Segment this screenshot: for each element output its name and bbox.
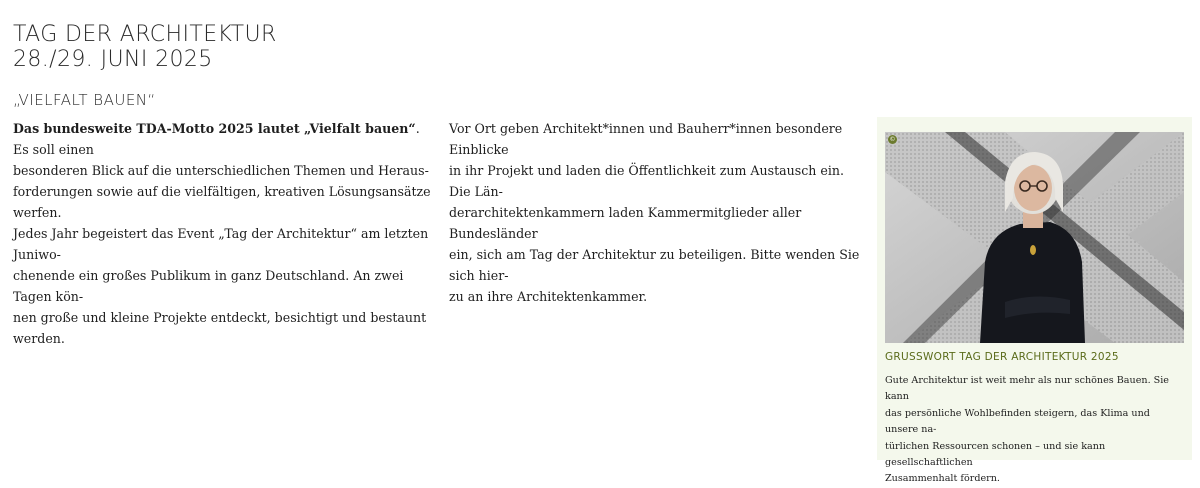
greeting-line-3: türlichen Ressourcen schonen – und sie kann gesellschaftlichen — [885, 440, 1106, 469]
column2-line-2: in ihr Projekt und laden die Öffentlichkeit zum Austausch ein. Die Län- — [449, 163, 844, 199]
greeting-sidebar — [877, 117, 1192, 485]
column2-line-4: ein, sich am Tag der Architektur zu beteiligen. Bitte wenden Sie sich hier- — [449, 247, 860, 283]
greeting-heading[interactable]: GRUSSWORT TAG DER ARCHITEKTUR 2025 — [885, 351, 1119, 363]
intro-line-2: besonderen Blick auf die unterschiedlichen Themen und Heraus- — [13, 163, 429, 178]
intro-line-6: nen große und kleine Projekte entdeckt, besichtigt und bestaunt werden. — [13, 310, 427, 346]
intro-line-1-rest: . Es soll einen — [13, 121, 420, 157]
page-title-line-2: 28./29. JUNI 2025 — [13, 47, 213, 72]
intro-column-1 — [13, 118, 433, 349]
column2-line-1: Vor Ort geben Architekt*innen und Bauherr*innen besondere Einblicke — [449, 121, 843, 157]
copyright-icon[interactable]: © — [889, 136, 896, 143]
page-title-line-1: TAG DER ARCHITEKTUR — [13, 22, 277, 47]
motto-heading: „VIELFALT BAUEN“ — [13, 91, 156, 109]
column2-line-3: derarchitektenkammern laden Kammermitglieder aller Bundesländer — [449, 205, 802, 241]
intro-column-2 — [449, 118, 869, 307]
greeting-text — [885, 373, 1185, 488]
page-title — [13, 22, 277, 72]
motto-bold-intro: Das bundesweite TDA-Motto 2025 lautet „Vielfalt bauen“ — [13, 121, 416, 136]
intro-line-4: Jedes Jahr begeistert das Event „Tag der Architektur“ am letzten Juniwo- — [13, 226, 429, 262]
portrait-illustration — [885, 132, 1184, 343]
greeting-line-1: Gute Architektur ist weit mehr als nur schönes Bauen. Sie kann — [885, 375, 1169, 403]
column2-line-5: zu an ihre Architektenkammer. — [449, 289, 648, 304]
intro-line-3: forderungen sowie auf die vielfältigen, kreativen Lösungsansätze werfen. — [13, 184, 431, 220]
greeting-line-4: Zusammenhalt fördern. — [885, 473, 1000, 485]
greeting-line-2: das persönliche Wohlbefinden steigern, das Klima und unsere na- — [885, 407, 1150, 436]
intro-line-5: chenende ein großes Publikum in ganz Deutschland. An zwei Tagen kön- — [13, 268, 404, 304]
portrait-photo[interactable] — [885, 132, 1184, 343]
intro-line-1 — [13, 118, 433, 160]
